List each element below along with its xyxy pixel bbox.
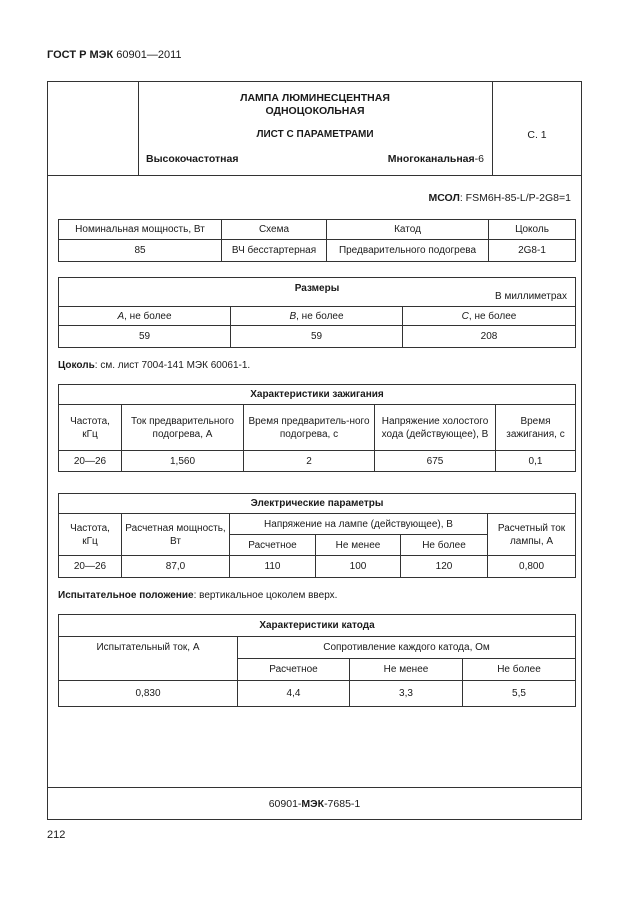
table-header: Испытательный ток, А [59, 637, 238, 681]
table-header: Время предваритель-ного подогрева, с [244, 405, 375, 451]
ignition-table [58, 384, 576, 472]
table-cell: 59 [59, 326, 231, 348]
table-header: C, не более [403, 307, 576, 326]
table-cell: 110 [230, 556, 316, 578]
standard-number: 60901—2011 [116, 49, 182, 61]
table-cell: 208 [403, 326, 576, 348]
table-cell: 4,4 [238, 681, 350, 707]
title-block [48, 82, 581, 176]
table-subheader: Не более [463, 659, 576, 681]
table-cell: 2G8-1 [489, 240, 576, 262]
electrical-table [58, 493, 576, 578]
table-subheader: Не менее [316, 535, 401, 556]
table-header: Частота, кГц [59, 514, 122, 556]
table-cell: Предварительного подогрева [327, 240, 489, 262]
title-left-cell [48, 82, 139, 175]
sheet-number: 60901-МЭК-7685-1 [48, 787, 581, 820]
table-cell: 87,0 [122, 556, 230, 578]
table-header: Время зажигания, с [496, 405, 576, 451]
table-header: Напряжение холостого хода (действующее), В [375, 405, 496, 451]
page-number: 212 [47, 829, 66, 841]
table-header: Расчетная мощность, Вт [122, 514, 230, 556]
title-line-3: ЛИСТ С ПАРАМЕТРАМИ [256, 129, 374, 140]
title-line-1: ЛАМПА ЛЮМИНЕСЦЕНТНАЯ [240, 92, 390, 104]
table-cell: 1,560 [122, 451, 244, 472]
table-header: A, не более [59, 307, 231, 326]
cathode-caption: Характеристики катода [59, 615, 576, 637]
table-subheader: Расчетное [238, 659, 350, 681]
table-cell: 3,3 [350, 681, 463, 707]
units-note: В миллиметрах [495, 291, 567, 302]
parameter-sheet-frame [47, 81, 582, 820]
dimensions-caption: Размеры В миллиметрах [59, 278, 576, 307]
table-header: Схема [222, 220, 327, 240]
table-cell: 120 [401, 556, 488, 578]
table-subheader: Не более [401, 535, 488, 556]
table-cell: 85 [59, 240, 222, 262]
table-cell: 20—26 [59, 556, 122, 578]
basic-params-table [58, 219, 576, 262]
standard-code: ГОСТ Р МЭК [47, 49, 114, 61]
table-subheader: Не менее [350, 659, 463, 681]
table-cell: ВЧ бесстартерная [222, 240, 327, 262]
title-line-2: ОДНОЦОКОЛЬНАЯ [265, 105, 365, 117]
test-position-note: Испытательное положение: вертикальное цоколем вверх. [58, 590, 338, 601]
table-cell: 0,830 [59, 681, 238, 707]
table-header: Цоколь [489, 220, 576, 240]
table-header: Частота, кГц [59, 405, 122, 451]
cap-note: Цоколь: см. лист 7004-141 МЭК 60061-1. [58, 360, 251, 371]
cathode-table [58, 614, 576, 707]
table-cell: 0,1 [496, 451, 576, 472]
table-cell: 2 [244, 451, 375, 472]
table-cell: 5,5 [463, 681, 576, 707]
table-subheader: Расчетное [230, 535, 316, 556]
table-header: Катод [327, 220, 489, 240]
table-cell: 675 [375, 451, 496, 472]
msol-code: МСОЛ: FSM6H-85-L/P-2G8=1 [428, 192, 571, 204]
table-cell: 100 [316, 556, 401, 578]
title-channels: Многоканальная-6 [387, 153, 484, 165]
document-header [47, 49, 182, 61]
table-header: B, не более [231, 307, 403, 326]
table-header: Номинальная мощность, Вт [59, 220, 222, 240]
title-type: Высокочастотная [146, 153, 239, 165]
title-main [138, 82, 492, 175]
dimensions-table [58, 277, 576, 348]
table-cell: 0,800 [488, 556, 576, 578]
table-header: Расчетный ток лампы, А [488, 514, 576, 556]
sheet-page: С. 1 [527, 129, 547, 141]
table-cell: 20—26 [59, 451, 122, 472]
table-header: Напряжение на лампе (действующее), В [230, 514, 488, 535]
ignition-caption: Характеристики зажигания [59, 385, 576, 405]
electrical-caption: Электрические параметры [59, 494, 576, 514]
table-cell: 59 [231, 326, 403, 348]
table-header: Сопротивление каждого катода, Ом [238, 637, 576, 659]
table-header: Ток предварительного подогрева, А [122, 405, 244, 451]
